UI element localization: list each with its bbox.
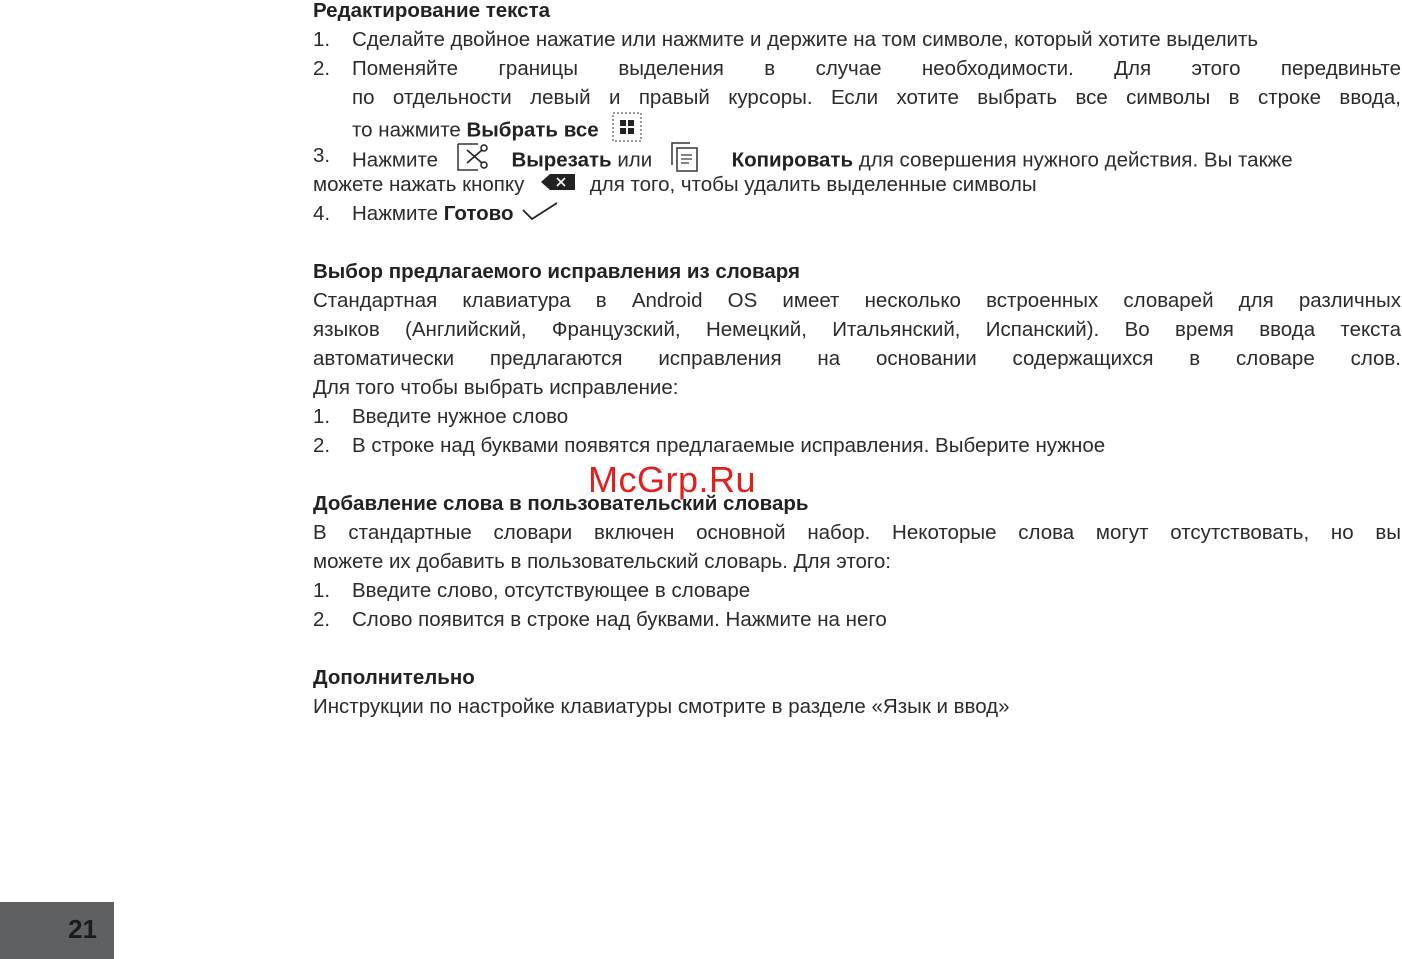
watermark: McGrp.Ru (588, 459, 757, 500)
list-item (313, 199, 1401, 228)
list-number: 1. (313, 28, 331, 51)
page-number: 21 (68, 914, 97, 944)
list-item (313, 25, 1401, 54)
section-title-additional: Дополнительно (313, 666, 475, 689)
checkmark-icon (521, 200, 559, 230)
section-title-text-editing: Редактирование текста (313, 0, 551, 22)
list-number: 3. (313, 144, 331, 167)
or-text: или (617, 148, 653, 172)
done-label: Готово (443, 202, 514, 225)
list-number: 1. (313, 579, 331, 602)
section-title-dictionary-suggestions: Выбор предлагаемого исправления из словаря (313, 260, 800, 283)
list-item-text: Введите нужное слово (352, 405, 569, 428)
list-item-text: Нажмите (352, 202, 439, 225)
delete-button-line (313, 170, 1401, 199)
paragraph-line: автоматически предлагаются исправления на основании содержащихся в словаре слов. (313, 347, 1401, 370)
list-number: 2. (313, 434, 331, 457)
list-item (313, 576, 1401, 605)
list-item (313, 605, 1401, 634)
list-item-text: для того, чтобы удалить выделенные символы (589, 173, 1037, 196)
manual-content (313, 0, 1401, 721)
list-item-text: Нажмите (352, 148, 439, 172)
list-number: 2. (313, 57, 331, 80)
list-item-text: Введите слово, отсутствующее в словаре (352, 579, 751, 602)
list-item (313, 431, 1401, 460)
list-item-select-all-line (313, 112, 1401, 141)
paragraph-line: можете их добавить в пользовательский словарь. Для этого: (313, 550, 892, 573)
paragraph-line: Стандартная клавиатура в Android OS имеет несколько встроенных словарей для различных (313, 289, 1401, 312)
cut-label: Вырезать (511, 148, 612, 172)
copy-label: Копировать (731, 148, 854, 172)
paragraph-line: языков (Английский, Французский, Немецкий, Итальянский, Испанский). Во время ввода текста (313, 318, 1401, 341)
list-item-text: В строке над буквами появятся предлагаемые исправления. Выберите нужное (352, 434, 1106, 457)
list-item-text: для совершения нужного действия. Вы также (858, 148, 1293, 172)
list-item-text: Поменяйте границы выделения в случае необходимости. Для этого передвиньте (352, 57, 1401, 80)
list-item-text: то нажмите (352, 118, 461, 142)
backspace-delete-icon (540, 171, 576, 200)
list-number: 1. (313, 405, 331, 428)
list-item (313, 54, 1401, 83)
list-item-text: по отдельности левый и правый курсоры. Если хотите выбрать все символы в строке ввода, (352, 86, 1401, 109)
list-item-text: Слово появится в строке над буквами. Нажмите на него (352, 608, 887, 631)
paragraph-line: Для того чтобы выбрать исправление: (313, 376, 679, 399)
paragraph-line: В стандартные словари включен основной набор. Некоторые слова могут отсутствовать, но вы (313, 521, 1401, 544)
paragraph-line: Инструкции по настройке клавиатуры смотрите в разделе «Язык и ввод» (313, 695, 1010, 718)
list-number: 4. (313, 202, 331, 225)
list-item (313, 402, 1401, 431)
select-all-label: Выбрать все (466, 118, 599, 142)
list-item (313, 141, 1401, 170)
list-item-text: Сделайте двойное нажатие или нажмите и держите на том символе, который хотите выделить (352, 28, 1259, 51)
section-title-user-dictionary: Добавление слова в пользовательский словарь (313, 492, 809, 515)
list-number: 2. (313, 608, 331, 631)
list-item-text: можете нажать кнопку (313, 173, 525, 196)
page-number-box (0, 902, 114, 959)
